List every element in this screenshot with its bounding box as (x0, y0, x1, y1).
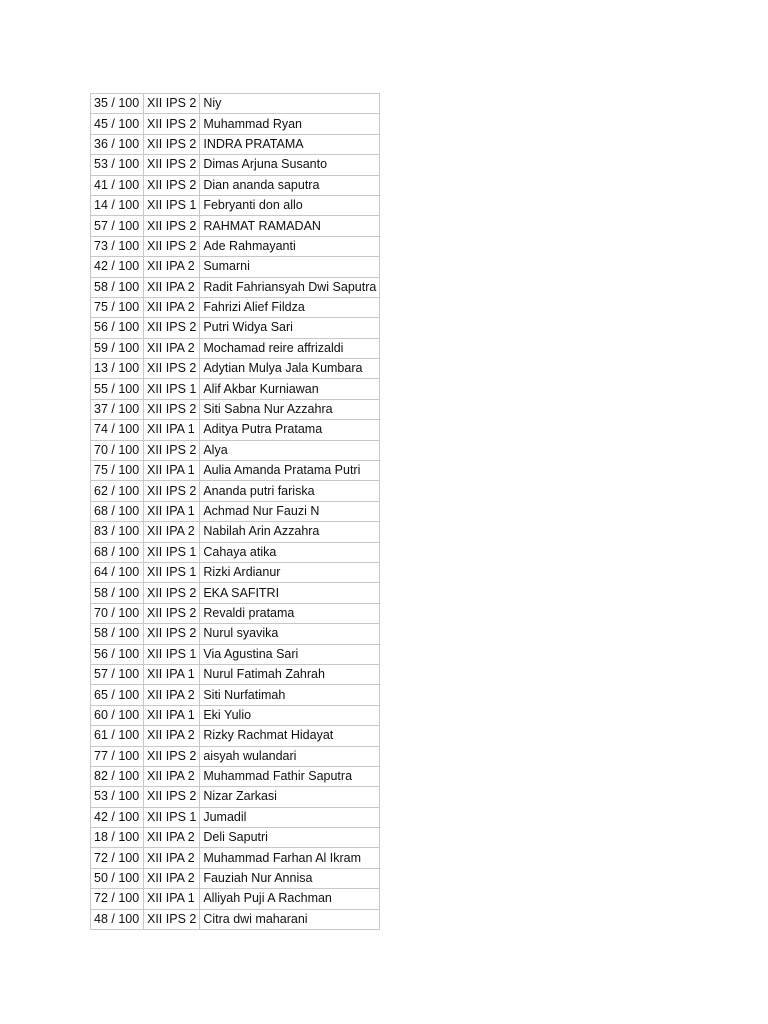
class-cell: XII IPS 1 (144, 195, 200, 215)
class-cell: XII IPS 2 (144, 399, 200, 419)
score-table (90, 93, 380, 930)
table-row (91, 644, 380, 664)
class-cell: XII IPA 1 (144, 705, 200, 725)
student-name-cell: EKA SAFITRI (200, 583, 380, 603)
table-row (91, 664, 380, 684)
score-cell: 72 / 100 (91, 848, 144, 868)
class-cell: XII IPA 2 (144, 766, 200, 786)
table-row (91, 726, 380, 746)
student-name-cell: Ananda putri fariska (200, 481, 380, 501)
score-cell: 53 / 100 (91, 155, 144, 175)
student-name-cell: INDRA PRATAMA (200, 134, 380, 154)
score-cell: 57 / 100 (91, 216, 144, 236)
student-name-cell: Revaldi pratama (200, 603, 380, 623)
score-cell: 58 / 100 (91, 583, 144, 603)
table-row (91, 909, 380, 929)
score-cell: 57 / 100 (91, 664, 144, 684)
class-cell: XII IPA 2 (144, 685, 200, 705)
score-cell: 77 / 100 (91, 746, 144, 766)
score-cell: 61 / 100 (91, 726, 144, 746)
table-row (91, 705, 380, 725)
score-cell: 48 / 100 (91, 909, 144, 929)
class-cell: XII IPS 2 (144, 318, 200, 338)
class-cell: XII IPS 2 (144, 787, 200, 807)
student-name-cell: Sumarni (200, 257, 380, 277)
student-name-cell: Jumadil (200, 807, 380, 827)
student-name-cell: aisyah wulandari (200, 746, 380, 766)
table-row (91, 379, 380, 399)
score-cell: 75 / 100 (91, 461, 144, 481)
class-cell: XII IPA 2 (144, 828, 200, 848)
table-row (91, 318, 380, 338)
score-cell: 75 / 100 (91, 297, 144, 317)
class-cell: XII IPA 2 (144, 848, 200, 868)
class-cell: XII IPS 1 (144, 644, 200, 664)
table-row (91, 542, 380, 562)
score-cell: 59 / 100 (91, 338, 144, 358)
student-name-cell: Siti Sabna Nur Azzahra (200, 399, 380, 419)
table-row (91, 94, 380, 114)
class-cell: XII IPS 1 (144, 807, 200, 827)
student-name-cell: Alliyah Puji A Rachman (200, 889, 380, 909)
table-row (91, 155, 380, 175)
class-cell: XII IPS 2 (144, 583, 200, 603)
student-name-cell: Citra dwi maharani (200, 909, 380, 929)
table-row (91, 216, 380, 236)
student-name-cell: Dimas Arjuna Susanto (200, 155, 380, 175)
table-row (91, 399, 380, 419)
table-row (91, 277, 380, 297)
student-name-cell: Siti Nurfatimah (200, 685, 380, 705)
score-cell: 42 / 100 (91, 257, 144, 277)
class-cell: XII IPS 2 (144, 359, 200, 379)
score-cell: 68 / 100 (91, 501, 144, 521)
student-name-cell: Aditya Putra Pratama (200, 420, 380, 440)
score-table-body (91, 94, 380, 930)
student-name-cell: Nurul Fatimah Zahrah (200, 664, 380, 684)
table-row (91, 134, 380, 154)
table-row (91, 338, 380, 358)
table-row (91, 236, 380, 256)
student-name-cell: Putri Widya Sari (200, 318, 380, 338)
class-cell: XII IPS 2 (144, 155, 200, 175)
score-cell: 53 / 100 (91, 787, 144, 807)
table-row (91, 440, 380, 460)
table-row (91, 746, 380, 766)
score-cell: 37 / 100 (91, 399, 144, 419)
table-row (91, 257, 380, 277)
table-row (91, 685, 380, 705)
class-cell: XII IPA 2 (144, 297, 200, 317)
class-cell: XII IPS 1 (144, 542, 200, 562)
student-name-cell: Rizky Rachmat Hidayat (200, 726, 380, 746)
table-row (91, 868, 380, 888)
table-row (91, 522, 380, 542)
student-name-cell: Via Agustina Sari (200, 644, 380, 664)
class-cell: XII IPS 2 (144, 175, 200, 195)
score-cell: 56 / 100 (91, 318, 144, 338)
score-cell: 70 / 100 (91, 440, 144, 460)
score-cell: 65 / 100 (91, 685, 144, 705)
class-cell: XII IPA 2 (144, 257, 200, 277)
score-cell: 74 / 100 (91, 420, 144, 440)
student-name-cell: Nabilah Arin Azzahra (200, 522, 380, 542)
student-name-cell: Achmad Nur Fauzi N (200, 501, 380, 521)
class-cell: XII IPS 2 (144, 94, 200, 114)
student-name-cell: Niy (200, 94, 380, 114)
table-row (91, 297, 380, 317)
table-row (91, 501, 380, 521)
table-row (91, 359, 380, 379)
score-sheet (90, 93, 380, 930)
student-name-cell: Fauziah Nur Annisa (200, 868, 380, 888)
student-name-cell: Muhammad Ryan (200, 114, 380, 134)
table-row (91, 766, 380, 786)
class-cell: XII IPA 1 (144, 501, 200, 521)
table-row (91, 603, 380, 623)
class-cell: XII IPS 1 (144, 379, 200, 399)
student-name-cell: Nurul syavika (200, 624, 380, 644)
score-cell: 58 / 100 (91, 624, 144, 644)
class-cell: XII IPA 1 (144, 889, 200, 909)
class-cell: XII IPA 2 (144, 522, 200, 542)
table-row (91, 787, 380, 807)
score-cell: 42 / 100 (91, 807, 144, 827)
score-cell: 83 / 100 (91, 522, 144, 542)
class-cell: XII IPS 2 (144, 236, 200, 256)
table-row (91, 461, 380, 481)
class-cell: XII IPA 2 (144, 277, 200, 297)
score-cell: 56 / 100 (91, 644, 144, 664)
student-name-cell: Alif Akbar Kurniawan (200, 379, 380, 399)
class-cell: XII IPA 1 (144, 420, 200, 440)
class-cell: XII IPS 1 (144, 562, 200, 582)
class-cell: XII IPA 1 (144, 461, 200, 481)
class-cell: XII IPS 2 (144, 216, 200, 236)
class-cell: XII IPS 2 (144, 746, 200, 766)
table-row (91, 848, 380, 868)
student-name-cell: Muhammad Fathir Saputra (200, 766, 380, 786)
student-name-cell: Fahrizi Alief Fildza (200, 297, 380, 317)
score-cell: 13 / 100 (91, 359, 144, 379)
class-cell: XII IPA 2 (144, 868, 200, 888)
score-cell: 68 / 100 (91, 542, 144, 562)
class-cell: XII IPA 1 (144, 664, 200, 684)
score-cell: 50 / 100 (91, 868, 144, 888)
student-name-cell: Radit Fahriansyah Dwi Saputra (200, 277, 380, 297)
student-name-cell: Muhammad Farhan Al Ikram (200, 848, 380, 868)
class-cell: XII IPS 2 (144, 624, 200, 644)
student-name-cell: Deli Saputri (200, 828, 380, 848)
class-cell: XII IPS 2 (144, 134, 200, 154)
score-cell: 82 / 100 (91, 766, 144, 786)
class-cell: XII IPS 2 (144, 440, 200, 460)
table-row (91, 828, 380, 848)
score-cell: 18 / 100 (91, 828, 144, 848)
class-cell: XII IPA 2 (144, 726, 200, 746)
class-cell: XII IPS 2 (144, 909, 200, 929)
score-cell: 72 / 100 (91, 889, 144, 909)
student-name-cell: Adytian Mulya Jala Kumbara (200, 359, 380, 379)
table-row (91, 583, 380, 603)
score-cell: 14 / 100 (91, 195, 144, 215)
score-cell: 58 / 100 (91, 277, 144, 297)
class-cell: XII IPS 2 (144, 114, 200, 134)
table-row (91, 889, 380, 909)
score-cell: 70 / 100 (91, 603, 144, 623)
student-name-cell: Rizki Ardianur (200, 562, 380, 582)
table-row (91, 420, 380, 440)
class-cell: XII IPA 2 (144, 338, 200, 358)
table-row (91, 807, 380, 827)
student-name-cell: Eki Yulio (200, 705, 380, 725)
table-row (91, 562, 380, 582)
student-name-cell: Mochamad reire affrizaldi (200, 338, 380, 358)
student-name-cell: Cahaya atika (200, 542, 380, 562)
student-name-cell: Aulia Amanda Pratama Putri (200, 461, 380, 481)
student-name-cell: Nizar Zarkasi (200, 787, 380, 807)
score-cell: 73 / 100 (91, 236, 144, 256)
score-cell: 60 / 100 (91, 705, 144, 725)
table-row (91, 175, 380, 195)
score-cell: 55 / 100 (91, 379, 144, 399)
score-cell: 62 / 100 (91, 481, 144, 501)
score-cell: 45 / 100 (91, 114, 144, 134)
table-row (91, 114, 380, 134)
score-cell: 64 / 100 (91, 562, 144, 582)
table-row (91, 481, 380, 501)
student-name-cell: Febryanti don allo (200, 195, 380, 215)
score-cell: 41 / 100 (91, 175, 144, 195)
student-name-cell: Ade Rahmayanti (200, 236, 380, 256)
table-row (91, 195, 380, 215)
score-cell: 35 / 100 (91, 94, 144, 114)
score-cell: 36 / 100 (91, 134, 144, 154)
student-name-cell: Alya (200, 440, 380, 460)
student-name-cell: Dian ananda saputra (200, 175, 380, 195)
class-cell: XII IPS 2 (144, 481, 200, 501)
class-cell: XII IPS 2 (144, 603, 200, 623)
student-name-cell: RAHMAT RAMADAN (200, 216, 380, 236)
table-row (91, 624, 380, 644)
